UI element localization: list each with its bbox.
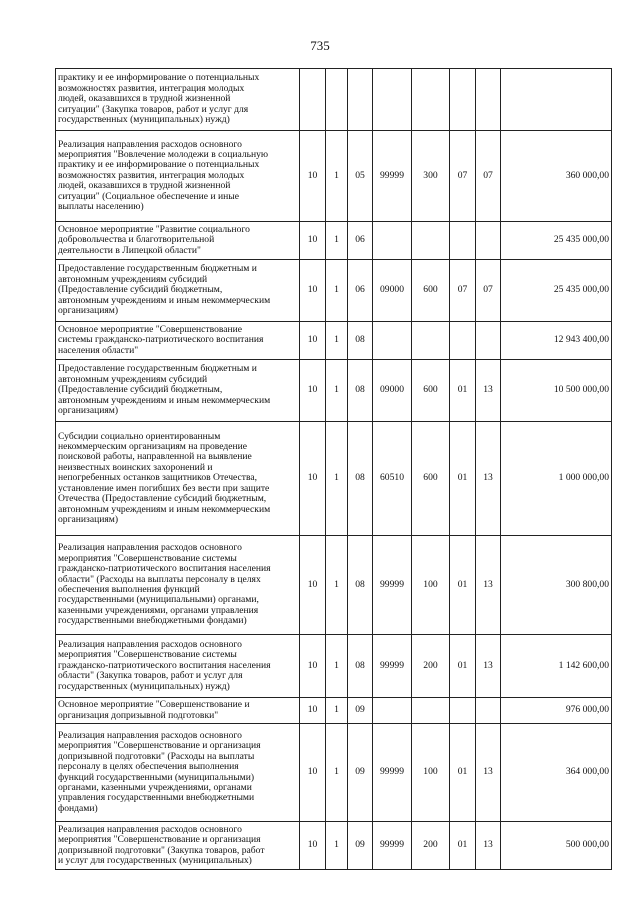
code-subprogram: 09 — [348, 724, 373, 822]
code-section: 01 — [450, 422, 476, 536]
code-subprogram: 08 — [348, 635, 373, 698]
code-section — [450, 698, 476, 724]
row-description: Реализация направления расходов основного мероприятия "Совершенствование и организация допризывной подготовки" (Расходы на выплаты персоналу в целях обеспечения выполнения функций государственными (муниципальными) органами, казенными учреждениями, органами управления государственными внебюджетными фондами) — [56, 724, 300, 822]
code-ministry: 10 — [300, 222, 326, 260]
code-subprogram: 09 — [348, 698, 373, 724]
code-section: 01 — [450, 360, 476, 422]
code-expense-type: 600 — [412, 260, 450, 322]
row-description: Предоставление государственным бюджетным и автономным учреждениям субсидий (Предоставление субсидий бюджетным, автономным учреждениям и иным некоммерческим организациям) — [56, 360, 300, 422]
code-subsection: 13 — [476, 822, 501, 870]
code-direction — [373, 222, 412, 260]
code-program: 1 — [326, 635, 348, 698]
code-direction: 60510 — [373, 422, 412, 536]
row-description: Предоставление государственным бюджетным и автономным учреждениям субсидий (Предоставление субсидий бюджетным, автономным учреждениям и иным некоммерческим организациям) — [56, 260, 300, 322]
table-row — [56, 322, 612, 360]
row-amount: 1 142 600,00 — [501, 635, 612, 698]
code-subsection: 13 — [476, 422, 501, 536]
code-program: 1 — [326, 422, 348, 536]
code-direction: 99999 — [373, 635, 412, 698]
budget-table — [55, 68, 612, 870]
row-amount: 12 943 400,00 — [501, 322, 612, 360]
code-subsection: 07 — [476, 260, 501, 322]
code-ministry: 10 — [300, 822, 326, 870]
row-amount: 976 000,00 — [501, 698, 612, 724]
code-section: 07 — [450, 260, 476, 322]
table-body — [56, 69, 612, 870]
code-ministry: 10 — [300, 131, 326, 222]
code-expense-type — [412, 69, 450, 131]
table-row — [56, 69, 612, 131]
table-row — [56, 724, 612, 822]
table-row — [56, 360, 612, 422]
code-program: 1 — [326, 260, 348, 322]
code-direction: 99999 — [373, 536, 412, 635]
code-subsection — [476, 222, 501, 260]
table-row — [56, 822, 612, 870]
row-description: Основное мероприятие "Развитие социального добровольчества и благотворительной деятельности в Липецкой области" — [56, 222, 300, 260]
code-section — [450, 222, 476, 260]
code-subsection: 13 — [476, 360, 501, 422]
code-section — [450, 322, 476, 360]
code-subprogram — [348, 69, 373, 131]
code-subprogram: 08 — [348, 422, 373, 536]
row-amount: 364 000,00 — [501, 724, 612, 822]
row-amount: 500 000,00 — [501, 822, 612, 870]
row-amount: 25 435 000,00 — [501, 260, 612, 322]
row-description: Реализация направления расходов основного мероприятия "Совершенствование системы гражданско-патриотического воспитания населения области" (Расходы на выплаты персоналу в целях обеспечения выполнения функций государственными (муниципальными) органами, казенными учреждениями, органами управления государственными внебюджетными фондами) — [56, 536, 300, 635]
code-subsection — [476, 698, 501, 724]
code-ministry: 10 — [300, 422, 326, 536]
code-ministry: 10 — [300, 260, 326, 322]
code-section: 01 — [450, 635, 476, 698]
code-direction: 99999 — [373, 724, 412, 822]
code-program: 1 — [326, 698, 348, 724]
code-ministry — [300, 69, 326, 131]
table-row — [56, 698, 612, 724]
code-expense-type: 600 — [412, 360, 450, 422]
code-direction — [373, 698, 412, 724]
page-number: 735 — [310, 38, 330, 53]
row-amount: 360 000,00 — [501, 131, 612, 222]
code-program: 1 — [326, 822, 348, 870]
code-direction: 99999 — [373, 822, 412, 870]
code-ministry: 10 — [300, 536, 326, 635]
code-ministry: 10 — [300, 635, 326, 698]
row-description: Основное мероприятие "Совершенствование и организация допризывной подготовки" — [56, 698, 300, 724]
row-amount: 300 800,00 — [501, 536, 612, 635]
row-description: Реализация направления расходов основного мероприятия "Совершенствование системы гражданско-патриотического воспитания населения области" (Закупка товаров, работ и услуг для государственных (муниципальных) нужд) — [56, 635, 300, 698]
table-row — [56, 635, 612, 698]
code-expense-type: 100 — [412, 724, 450, 822]
code-expense-type: 100 — [412, 536, 450, 635]
table-row — [56, 131, 612, 222]
row-amount — [501, 69, 612, 131]
code-ministry: 10 — [300, 724, 326, 822]
row-description: практику и ее информирование о потенциальных возможностях развития, интеграция молодых людей, оказавшихся в трудной жизненной ситуации" (Закупка товаров, работ и услуг для государственных (муниципальных) нужд) — [56, 69, 300, 131]
code-subprogram: 08 — [348, 322, 373, 360]
code-subprogram: 06 — [348, 222, 373, 260]
code-expense-type — [412, 698, 450, 724]
code-program — [326, 69, 348, 131]
code-expense-type: 600 — [412, 422, 450, 536]
table-row — [56, 222, 612, 260]
code-program: 1 — [326, 322, 348, 360]
code-subprogram: 06 — [348, 260, 373, 322]
code-subprogram: 05 — [348, 131, 373, 222]
table-row — [56, 260, 612, 322]
row-amount: 10 500 000,00 — [501, 360, 612, 422]
row-amount: 25 435 000,00 — [501, 222, 612, 260]
code-expense-type — [412, 322, 450, 360]
code-direction: 99999 — [373, 131, 412, 222]
code-section: 07 — [450, 131, 476, 222]
row-description: Субсидии социально ориентированным некоммерческим организациям на проведение поисковой работы, направленной на выявление неизвестных воинских захоронений и непогребенных останков защитников Отечества, установление имен погибших без вести при защите Отечества (Предоставление субсидий бюджетным, автономным учреждениям и иным некоммерческим организациям) — [56, 422, 300, 536]
code-direction: 09000 — [373, 360, 412, 422]
row-description: Реализация направления расходов основного мероприятия "Вовлечение молодежи в социальную практику и ее информирование о потенциальных возможностях развития, интеграция молодых людей, оказавшихся в трудной жизненной ситуации" (Социальное обеспечение и иные выплаты населению) — [56, 131, 300, 222]
code-subsection: 07 — [476, 131, 501, 222]
code-program: 1 — [326, 360, 348, 422]
row-description: Основное мероприятие "Совершенствование системы гражданско-патриотического воспитания населения области" — [56, 322, 300, 360]
code-ministry: 10 — [300, 360, 326, 422]
code-subprogram: 08 — [348, 536, 373, 635]
code-expense-type: 200 — [412, 635, 450, 698]
code-subsection: 13 — [476, 635, 501, 698]
code-subprogram: 09 — [348, 822, 373, 870]
code-section: 01 — [450, 822, 476, 870]
code-expense-type: 300 — [412, 131, 450, 222]
code-subprogram: 08 — [348, 360, 373, 422]
code-ministry: 10 — [300, 698, 326, 724]
code-program: 1 — [326, 131, 348, 222]
code-expense-type: 200 — [412, 822, 450, 870]
code-subsection — [476, 322, 501, 360]
row-description: Реализация направления расходов основного мероприятия "Совершенствование и организация допризывной подготовки" (Закупка товаров, работ и услуг для государственных (муниципальных) — [56, 822, 300, 870]
code-subsection: 13 — [476, 724, 501, 822]
code-section: 01 — [450, 536, 476, 635]
table-row — [56, 422, 612, 536]
code-program: 1 — [326, 724, 348, 822]
code-expense-type — [412, 222, 450, 260]
code-program: 1 — [326, 222, 348, 260]
code-direction — [373, 69, 412, 131]
table-row — [56, 536, 612, 635]
code-direction — [373, 322, 412, 360]
code-subsection: 13 — [476, 536, 501, 635]
code-program: 1 — [326, 536, 348, 635]
row-amount: 1 000 000,00 — [501, 422, 612, 536]
code-section: 01 — [450, 724, 476, 822]
code-subsection — [476, 69, 501, 131]
code-section — [450, 69, 476, 131]
code-direction: 09000 — [373, 260, 412, 322]
code-ministry: 10 — [300, 322, 326, 360]
